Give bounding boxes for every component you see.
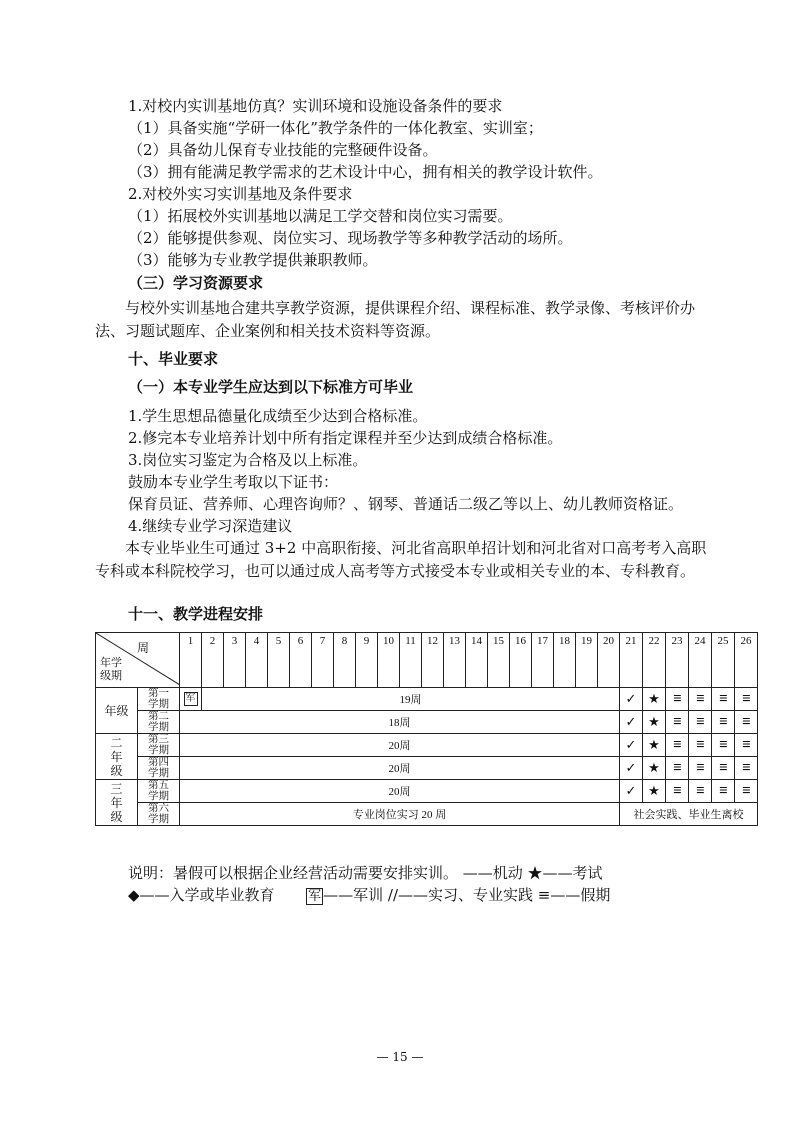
holiday-mark: ≡ (735, 734, 758, 757)
term-cell (138, 711, 180, 734)
check-mark: ✓ (620, 757, 643, 780)
week-header: 9 (356, 633, 378, 688)
week-header: 3 (224, 633, 246, 688)
table-row (96, 688, 758, 711)
week-header: 2 (202, 633, 224, 688)
holiday-mark: ≡ (712, 780, 735, 803)
week-header: 15 (488, 633, 510, 688)
holiday-mark: ≡ (712, 734, 735, 757)
chapter-heading: 十一、教学进程安排 (128, 605, 264, 623)
table-row (96, 734, 758, 757)
week-header: 13 (444, 633, 466, 688)
paragraph: 与校外实训基地合建共享教学资源，提供课程介绍、课程标准、教学录像、考核评价办法、习题试题库、企业案例和相关技术资料等资源。 (95, 299, 696, 340)
exam-star: ★ (643, 688, 666, 711)
term-cell (138, 780, 180, 803)
term-label-top: 第一 (148, 688, 169, 699)
chapter-heading: 十、毕业要求 (128, 350, 219, 368)
week-header: 18 (554, 633, 576, 688)
week-header: 22 (643, 633, 666, 688)
term-label-top: 第六 (148, 803, 169, 814)
term-cell (138, 757, 180, 780)
holiday-mark: ≡ (712, 711, 735, 734)
check-mark: ✓ (620, 734, 643, 757)
text-line: 3.岗位实习鉴定为合格及以上标准。 (128, 451, 368, 469)
term-label-bottom: 学期 (148, 768, 169, 779)
table-corner-cell (96, 633, 180, 688)
grade-label: 级 (110, 809, 123, 824)
holiday-mark: ≡ (666, 688, 689, 711)
holiday-mark: ≡ (689, 780, 712, 803)
holiday-mark: ≡ (689, 757, 712, 780)
legend-enroll: ◆——入学或毕业教育 (128, 886, 275, 904)
check-mark: ✓ (620, 711, 643, 734)
legend-line: 说明：暑假可以根据企业经营活动需要安排实训。 ——机动 ★——考试 (128, 864, 603, 882)
week-header: 21 (620, 633, 643, 688)
text-line: 鼓励本专业学生考取以下证书： (128, 473, 339, 491)
holiday-mark: ≡ (735, 780, 758, 803)
grade-label: 级 (110, 763, 123, 778)
text-line: （1）拓展校外实训基地以满足工学交替和岗位实习需要。 (128, 207, 513, 225)
term-span-cell: 18周 (180, 711, 620, 734)
term-span-cell: 20周 (180, 780, 620, 803)
term-label-bottom: 学期 (148, 814, 169, 825)
week-header: 1 (180, 633, 202, 688)
text-line: （3）拥有能满足教学需求的艺术设计中心，拥有相关的教学设计软件。 (128, 163, 603, 181)
text-line: （2）能够提供参观、岗位实习、现场教学等多种教学活动的场所。 (128, 229, 573, 247)
legend-rest: ——军训 //——实习、专业实践 ≡——假期 (323, 886, 611, 904)
exam-star: ★ (643, 780, 666, 803)
grade-label: 三 (110, 781, 123, 796)
holiday-mark: ≡ (735, 711, 758, 734)
week-header: 14 (466, 633, 488, 688)
holiday-mark: ≡ (735, 688, 758, 711)
table-row (96, 803, 758, 826)
legend-line (128, 884, 610, 906)
term-cell (138, 734, 180, 757)
grade-label: 二 (110, 735, 123, 750)
term-cell (138, 803, 180, 826)
term-label-bottom: 学期 (148, 699, 169, 710)
week-header: 16 (510, 633, 532, 688)
term-cell (138, 688, 180, 711)
military-training-mark: 军 (185, 693, 196, 704)
week-header: 8 (334, 633, 356, 688)
holiday-mark: ≡ (712, 757, 735, 780)
term-label-top: 第二 (148, 711, 169, 722)
exam-star: ★ (643, 711, 666, 734)
military-training-cell (180, 688, 202, 711)
holiday-mark: ≡ (712, 688, 735, 711)
grade-label: 年级 (104, 703, 129, 718)
section-heading: （三）学习资源要求 (128, 274, 264, 292)
grade-cell (96, 734, 138, 780)
page-number: — 15 — (376, 1050, 424, 1064)
corner-grade-text: 年学 (100, 657, 122, 669)
holiday-mark: ≡ (666, 711, 689, 734)
holiday-mark: ≡ (735, 757, 758, 780)
term-label-bottom: 学期 (148, 791, 169, 802)
text-line: 1.学生思想品德量化成绩至少达到合格标准。 (128, 407, 428, 425)
schedule-table (95, 632, 758, 826)
text-line: （3）能够为专业教学提供兼职教师。 (128, 251, 378, 269)
term-span-cell: 20周 (180, 734, 620, 757)
exam-star: ★ (643, 734, 666, 757)
section-heading: （一）本专业学生应达到以下标准方可毕业 (128, 378, 414, 396)
week-header: 5 (268, 633, 290, 688)
table-row (96, 711, 758, 734)
grade-cell (96, 780, 138, 826)
holiday-mark: ≡ (689, 688, 712, 711)
week-header: 17 (532, 633, 554, 688)
term-label-top: 第四 (148, 757, 169, 768)
term-tail-cell: 社会实践、毕业生离校 (620, 803, 758, 826)
week-header: 12 (422, 633, 444, 688)
grade-cell (96, 688, 138, 734)
holiday-mark: ≡ (666, 780, 689, 803)
week-header: 23 (666, 633, 689, 688)
holiday-mark: ≡ (666, 734, 689, 757)
term-span-cell: 20周 (180, 757, 620, 780)
week-header: 7 (312, 633, 334, 688)
text-line: 保育员证、营养师、心理咨询师？、钢琴、普通话二级乙等以上、幼儿教师资格证。 (128, 495, 684, 513)
holiday-mark: ≡ (666, 757, 689, 780)
table-row (96, 757, 758, 780)
term-label-top: 第三 (148, 734, 169, 745)
exam-star: ★ (643, 757, 666, 780)
grade-label: 年 (110, 749, 123, 764)
week-header: 20 (598, 633, 620, 688)
check-mark: ✓ (620, 780, 643, 803)
term-span-cell: 19周 (202, 688, 620, 711)
table-row (96, 780, 758, 803)
text-line: （2）具备幼儿保育专业技能的完整硬件设备。 (128, 141, 438, 159)
grade-label: 年 (110, 795, 123, 810)
text-line: 2.对校外实习实训基地及条件要求 (128, 185, 353, 203)
week-header: 19 (576, 633, 598, 688)
corner-week-label: 周 (136, 641, 149, 655)
legend-military-mark: 军 (308, 889, 322, 904)
table-header-row (96, 633, 758, 688)
paragraph: 本专业毕业生可通过 3+2 中高职衔接、河北省高职单招计划和河北省对口高考考入高职专科或本科院校学习，也可以通过成人高考等方式接受本专业或相关专业的本、专科教育。 (95, 539, 707, 580)
term-span-cell: 专业岗位实习 20 周 (180, 803, 620, 826)
text-line: 4.继续专业学习深造建议 (128, 517, 293, 535)
corner-term-text: 级期 (100, 670, 122, 682)
term-label-bottom: 学期 (148, 745, 169, 756)
week-header: 26 (735, 633, 758, 688)
text-line: 1.对校内实训基地仿真？实训环境和设施设备条件的要求 (128, 97, 503, 115)
corner-grade-term-label (100, 657, 122, 683)
text-line: 2.修完本专业培养计划中所有指定课程并至少达到成绩合格标准。 (128, 429, 563, 447)
holiday-mark: ≡ (689, 711, 712, 734)
term-label-top: 第五 (148, 780, 169, 791)
text-line: （1）具备实施“学研一体化”教学条件的一体化教室、实训室； (128, 119, 543, 137)
term-label-bottom: 学期 (148, 722, 169, 733)
check-mark: ✓ (620, 688, 643, 711)
week-header: 25 (712, 633, 735, 688)
holiday-mark: ≡ (689, 734, 712, 757)
week-header: 24 (689, 633, 712, 688)
week-header: 6 (290, 633, 312, 688)
week-header: 11 (400, 633, 422, 688)
week-header: 10 (378, 633, 400, 688)
week-header: 4 (246, 633, 268, 688)
